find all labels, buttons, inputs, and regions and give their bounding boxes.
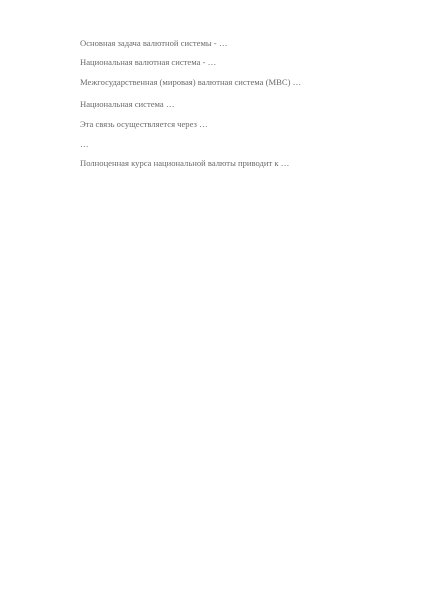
paragraph: Национальная система … <box>80 99 175 110</box>
paragraph: … <box>80 139 89 150</box>
paragraph: Межгосударственная (мировая) валютная система (МВС) … <box>80 76 302 87</box>
document-body <box>50 36 404 176</box>
paragraph: Основная задача валютной системы - … <box>80 38 228 48</box>
paragraph: Эта связь осуществляется через … <box>80 118 208 129</box>
paragraph: Национальная валютная система - … <box>80 57 217 68</box>
paragraph: Полноценная курса национальной валюты приводит к … <box>80 158 290 169</box>
